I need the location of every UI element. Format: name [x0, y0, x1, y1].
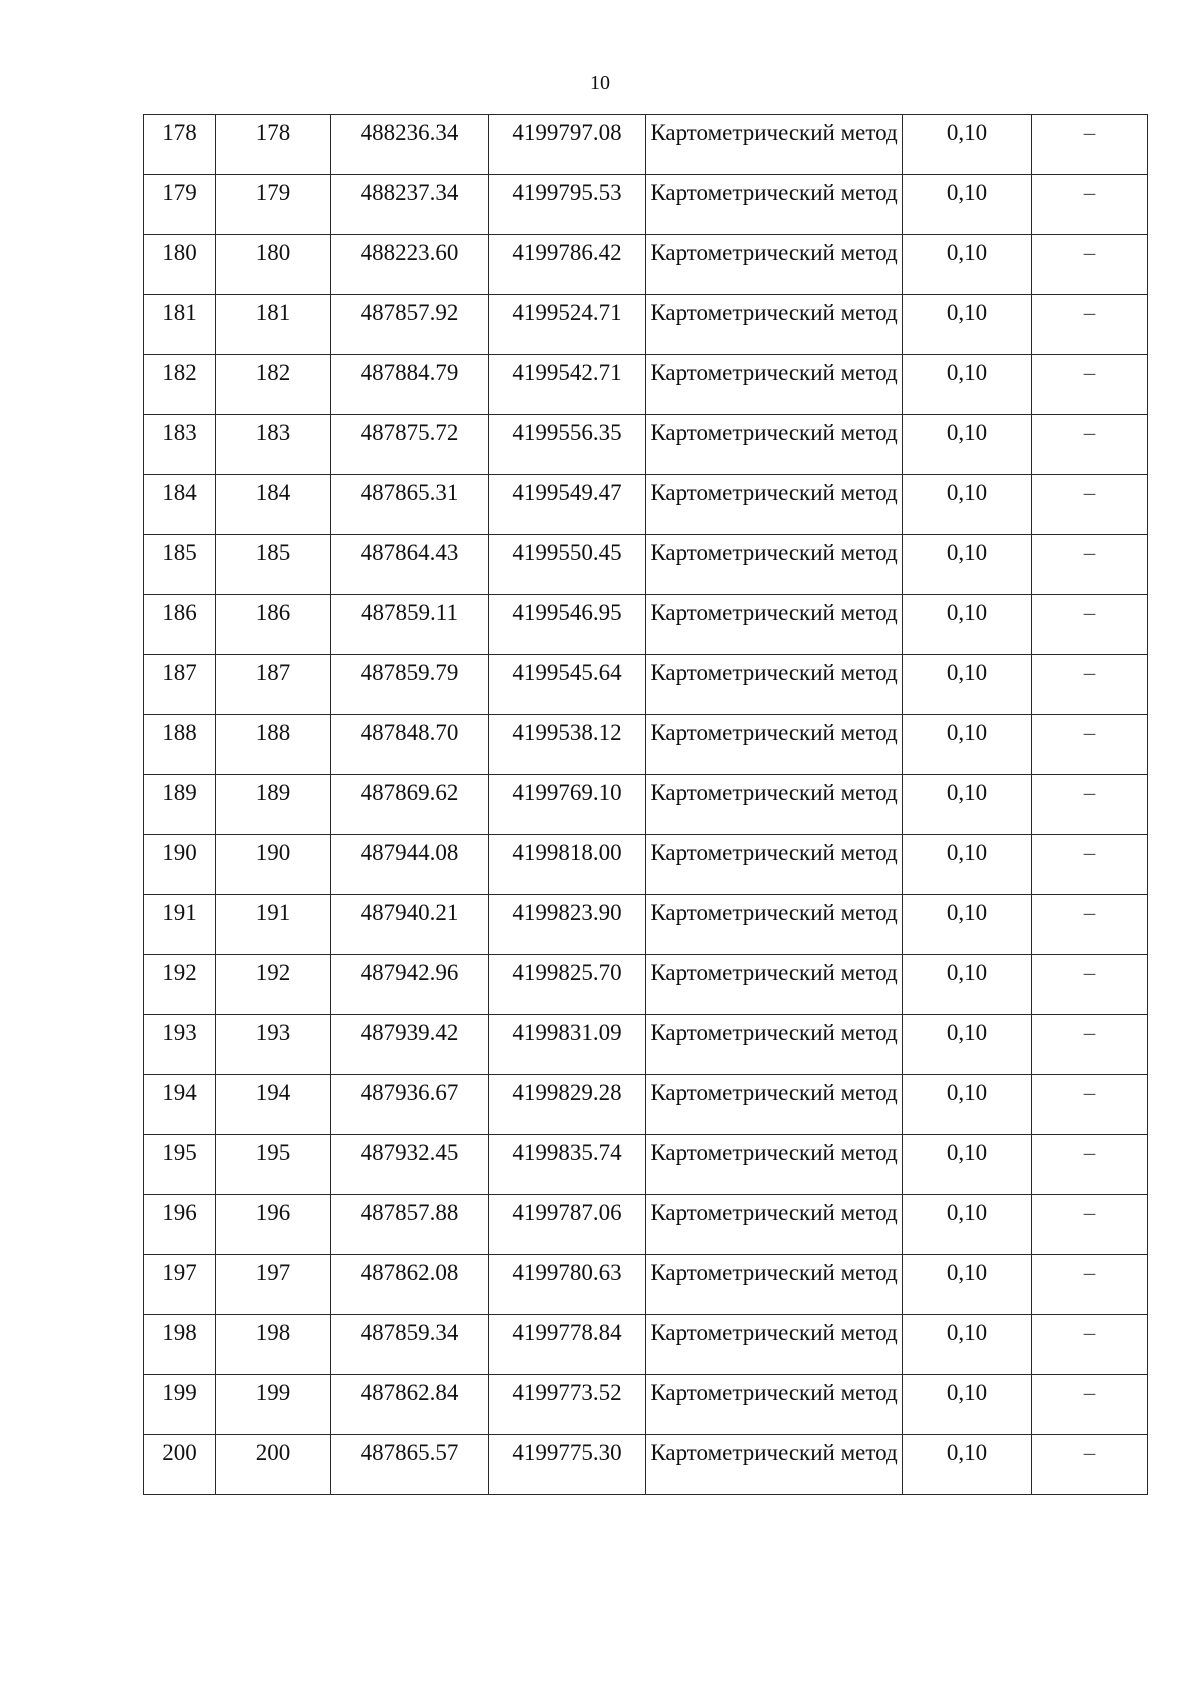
accuracy-cell: 0,10: [903, 895, 1032, 955]
y-coordinate-cell: 4199556.35: [489, 415, 646, 475]
accuracy-cell: 0,10: [903, 1375, 1032, 1435]
y-coordinate-cell: 4199823.90: [489, 895, 646, 955]
table-row: [144, 655, 1148, 715]
x-coordinate-cell: 487942.96: [331, 955, 489, 1015]
point-number-cell: 180: [216, 235, 331, 295]
accuracy-cell: 0,10: [903, 1435, 1032, 1495]
point-number-cell: 185: [216, 535, 331, 595]
note-cell: –: [1032, 115, 1148, 175]
row-number-cell: 196: [144, 1195, 216, 1255]
table-row: [144, 115, 1148, 175]
row-number-cell: 197: [144, 1255, 216, 1315]
note-cell: –: [1032, 835, 1148, 895]
table-row: [144, 1075, 1148, 1135]
y-coordinate-cell: 4199780.63: [489, 1255, 646, 1315]
method-cell: Картометрический метод: [646, 955, 903, 1015]
accuracy-cell: 0,10: [903, 235, 1032, 295]
accuracy-cell: 0,10: [903, 1015, 1032, 1075]
x-coordinate-cell: 487857.88: [331, 1195, 489, 1255]
table-row: [144, 475, 1148, 535]
method-cell: Картометрический метод: [646, 775, 903, 835]
table-body: [144, 115, 1148, 1495]
row-number-cell: 181: [144, 295, 216, 355]
method-cell: Картометрический метод: [646, 715, 903, 775]
row-number-cell: 180: [144, 235, 216, 295]
row-number-cell: 184: [144, 475, 216, 535]
point-number-cell: 181: [216, 295, 331, 355]
note-cell: –: [1032, 175, 1148, 235]
table-row: [144, 835, 1148, 895]
note-cell: –: [1032, 235, 1148, 295]
x-coordinate-cell: 487862.08: [331, 1255, 489, 1315]
method-cell: Картометрический метод: [646, 655, 903, 715]
y-coordinate-cell: 4199786.42: [489, 235, 646, 295]
x-coordinate-cell: 487936.67: [331, 1075, 489, 1135]
accuracy-cell: 0,10: [903, 415, 1032, 475]
table-row: [144, 775, 1148, 835]
y-coordinate-cell: 4199542.71: [489, 355, 646, 415]
y-coordinate-cell: 4199546.95: [489, 595, 646, 655]
note-cell: –: [1032, 955, 1148, 1015]
method-cell: Картометрический метод: [646, 415, 903, 475]
x-coordinate-cell: 488223.60: [331, 235, 489, 295]
y-coordinate-cell: 4199829.28: [489, 1075, 646, 1135]
note-cell: –: [1032, 415, 1148, 475]
row-number-cell: 188: [144, 715, 216, 775]
method-cell: Картометрический метод: [646, 295, 903, 355]
note-cell: –: [1032, 1075, 1148, 1135]
accuracy-cell: 0,10: [903, 595, 1032, 655]
method-cell: Картометрический метод: [646, 1015, 903, 1075]
note-cell: –: [1032, 595, 1148, 655]
row-number-cell: 191: [144, 895, 216, 955]
row-number-cell: 195: [144, 1135, 216, 1195]
x-coordinate-cell: 487859.79: [331, 655, 489, 715]
x-coordinate-cell: 487859.34: [331, 1315, 489, 1375]
point-number-cell: 182: [216, 355, 331, 415]
x-coordinate-cell: 487865.57: [331, 1435, 489, 1495]
x-coordinate-cell: 487848.70: [331, 715, 489, 775]
table-row: [144, 415, 1148, 475]
method-cell: Картометрический метод: [646, 355, 903, 415]
point-number-cell: 189: [216, 775, 331, 835]
note-cell: –: [1032, 655, 1148, 715]
table-row: [144, 895, 1148, 955]
note-cell: –: [1032, 355, 1148, 415]
point-number-cell: 183: [216, 415, 331, 475]
row-number-cell: 192: [144, 955, 216, 1015]
accuracy-cell: 0,10: [903, 295, 1032, 355]
accuracy-cell: 0,10: [903, 175, 1032, 235]
row-number-cell: 183: [144, 415, 216, 475]
table-row: [144, 1255, 1148, 1315]
method-cell: Картометрический метод: [646, 1135, 903, 1195]
x-coordinate-cell: 488236.34: [331, 115, 489, 175]
method-cell: Картометрический метод: [646, 535, 903, 595]
table-row: [144, 1195, 1148, 1255]
note-cell: –: [1032, 775, 1148, 835]
accuracy-cell: 0,10: [903, 835, 1032, 895]
x-coordinate-cell: 487865.31: [331, 475, 489, 535]
y-coordinate-cell: 4199545.64: [489, 655, 646, 715]
accuracy-cell: 0,10: [903, 1315, 1032, 1375]
accuracy-cell: 0,10: [903, 475, 1032, 535]
y-coordinate-cell: 4199550.45: [489, 535, 646, 595]
table-row: [144, 1315, 1148, 1375]
x-coordinate-cell: 487940.21: [331, 895, 489, 955]
table-row: [144, 715, 1148, 775]
table-row: [144, 535, 1148, 595]
y-coordinate-cell: 4199831.09: [489, 1015, 646, 1075]
row-number-cell: 199: [144, 1375, 216, 1435]
method-cell: Картометрический метод: [646, 475, 903, 535]
point-number-cell: 188: [216, 715, 331, 775]
row-number-cell: 198: [144, 1315, 216, 1375]
point-number-cell: 184: [216, 475, 331, 535]
row-number-cell: 178: [144, 115, 216, 175]
y-coordinate-cell: 4199787.06: [489, 1195, 646, 1255]
point-number-cell: 191: [216, 895, 331, 955]
y-coordinate-cell: 4199775.30: [489, 1435, 646, 1495]
method-cell: Картометрический метод: [646, 1075, 903, 1135]
point-number-cell: 192: [216, 955, 331, 1015]
y-coordinate-cell: 4199773.52: [489, 1375, 646, 1435]
y-coordinate-cell: 4199524.71: [489, 295, 646, 355]
x-coordinate-cell: 487859.11: [331, 595, 489, 655]
table-row: [144, 1435, 1148, 1495]
table-row: [144, 355, 1148, 415]
point-number-cell: 194: [216, 1075, 331, 1135]
point-number-cell: 200: [216, 1435, 331, 1495]
x-coordinate-cell: 487869.62: [331, 775, 489, 835]
note-cell: –: [1032, 475, 1148, 535]
row-number-cell: 185: [144, 535, 216, 595]
note-cell: –: [1032, 1435, 1148, 1495]
accuracy-cell: 0,10: [903, 355, 1032, 415]
method-cell: Картометрический метод: [646, 595, 903, 655]
note-cell: –: [1032, 535, 1148, 595]
point-number-cell: 179: [216, 175, 331, 235]
accuracy-cell: 0,10: [903, 955, 1032, 1015]
accuracy-cell: 0,10: [903, 715, 1032, 775]
table-row: [144, 955, 1148, 1015]
x-coordinate-cell: 488237.34: [331, 175, 489, 235]
accuracy-cell: 0,10: [903, 1075, 1032, 1135]
note-cell: –: [1032, 1135, 1148, 1195]
y-coordinate-cell: 4199797.08: [489, 115, 646, 175]
method-cell: Картометрический метод: [646, 1315, 903, 1375]
y-coordinate-cell: 4199825.70: [489, 955, 646, 1015]
row-number-cell: 179: [144, 175, 216, 235]
point-number-cell: 199: [216, 1375, 331, 1435]
y-coordinate-cell: 4199769.10: [489, 775, 646, 835]
table-row: [144, 1135, 1148, 1195]
x-coordinate-cell: 487939.42: [331, 1015, 489, 1075]
note-cell: –: [1032, 1255, 1148, 1315]
table-row: [144, 235, 1148, 295]
table-row: [144, 595, 1148, 655]
x-coordinate-cell: 487884.79: [331, 355, 489, 415]
accuracy-cell: 0,10: [903, 1135, 1032, 1195]
note-cell: –: [1032, 1015, 1148, 1075]
method-cell: Картометрический метод: [646, 175, 903, 235]
row-number-cell: 200: [144, 1435, 216, 1495]
x-coordinate-cell: 487932.45: [331, 1135, 489, 1195]
note-cell: –: [1032, 715, 1148, 775]
x-coordinate-cell: 487862.84: [331, 1375, 489, 1435]
point-number-cell: 193: [216, 1015, 331, 1075]
point-number-cell: 186: [216, 595, 331, 655]
point-number-cell: 197: [216, 1255, 331, 1315]
y-coordinate-cell: 4199835.74: [489, 1135, 646, 1195]
row-number-cell: 187: [144, 655, 216, 715]
page-number: 10: [590, 72, 610, 94]
point-number-cell: 195: [216, 1135, 331, 1195]
accuracy-cell: 0,10: [903, 1255, 1032, 1315]
point-number-cell: 187: [216, 655, 331, 715]
y-coordinate-cell: 4199818.00: [489, 835, 646, 895]
accuracy-cell: 0,10: [903, 1195, 1032, 1255]
method-cell: Картометрический метод: [646, 1375, 903, 1435]
method-cell: Картометрический метод: [646, 895, 903, 955]
x-coordinate-cell: 487875.72: [331, 415, 489, 475]
table-row: [144, 1375, 1148, 1435]
row-number-cell: 186: [144, 595, 216, 655]
point-number-cell: 190: [216, 835, 331, 895]
method-cell: Картометрический метод: [646, 1435, 903, 1495]
y-coordinate-cell: 4199795.53: [489, 175, 646, 235]
table-row: [144, 295, 1148, 355]
method-cell: Картометрический метод: [646, 115, 903, 175]
y-coordinate-cell: 4199778.84: [489, 1315, 646, 1375]
note-cell: –: [1032, 1195, 1148, 1255]
note-cell: –: [1032, 1315, 1148, 1375]
accuracy-cell: 0,10: [903, 115, 1032, 175]
method-cell: Картометрический метод: [646, 1195, 903, 1255]
accuracy-cell: 0,10: [903, 775, 1032, 835]
table-row: [144, 175, 1148, 235]
accuracy-cell: 0,10: [903, 655, 1032, 715]
method-cell: Картометрический метод: [646, 235, 903, 295]
row-number-cell: 189: [144, 775, 216, 835]
method-cell: Картометрический метод: [646, 1255, 903, 1315]
y-coordinate-cell: 4199538.12: [489, 715, 646, 775]
method-cell: Картометрический метод: [646, 835, 903, 895]
x-coordinate-cell: 487944.08: [331, 835, 489, 895]
x-coordinate-cell: 487857.92: [331, 295, 489, 355]
point-number-cell: 178: [216, 115, 331, 175]
row-number-cell: 190: [144, 835, 216, 895]
coordinates-table: [143, 114, 1148, 1495]
row-number-cell: 194: [144, 1075, 216, 1135]
accuracy-cell: 0,10: [903, 535, 1032, 595]
y-coordinate-cell: 4199549.47: [489, 475, 646, 535]
note-cell: –: [1032, 1375, 1148, 1435]
row-number-cell: 182: [144, 355, 216, 415]
note-cell: –: [1032, 295, 1148, 355]
table-row: [144, 1015, 1148, 1075]
x-coordinate-cell: 487864.43: [331, 535, 489, 595]
point-number-cell: 198: [216, 1315, 331, 1375]
point-number-cell: 196: [216, 1195, 331, 1255]
row-number-cell: 193: [144, 1015, 216, 1075]
note-cell: –: [1032, 895, 1148, 955]
